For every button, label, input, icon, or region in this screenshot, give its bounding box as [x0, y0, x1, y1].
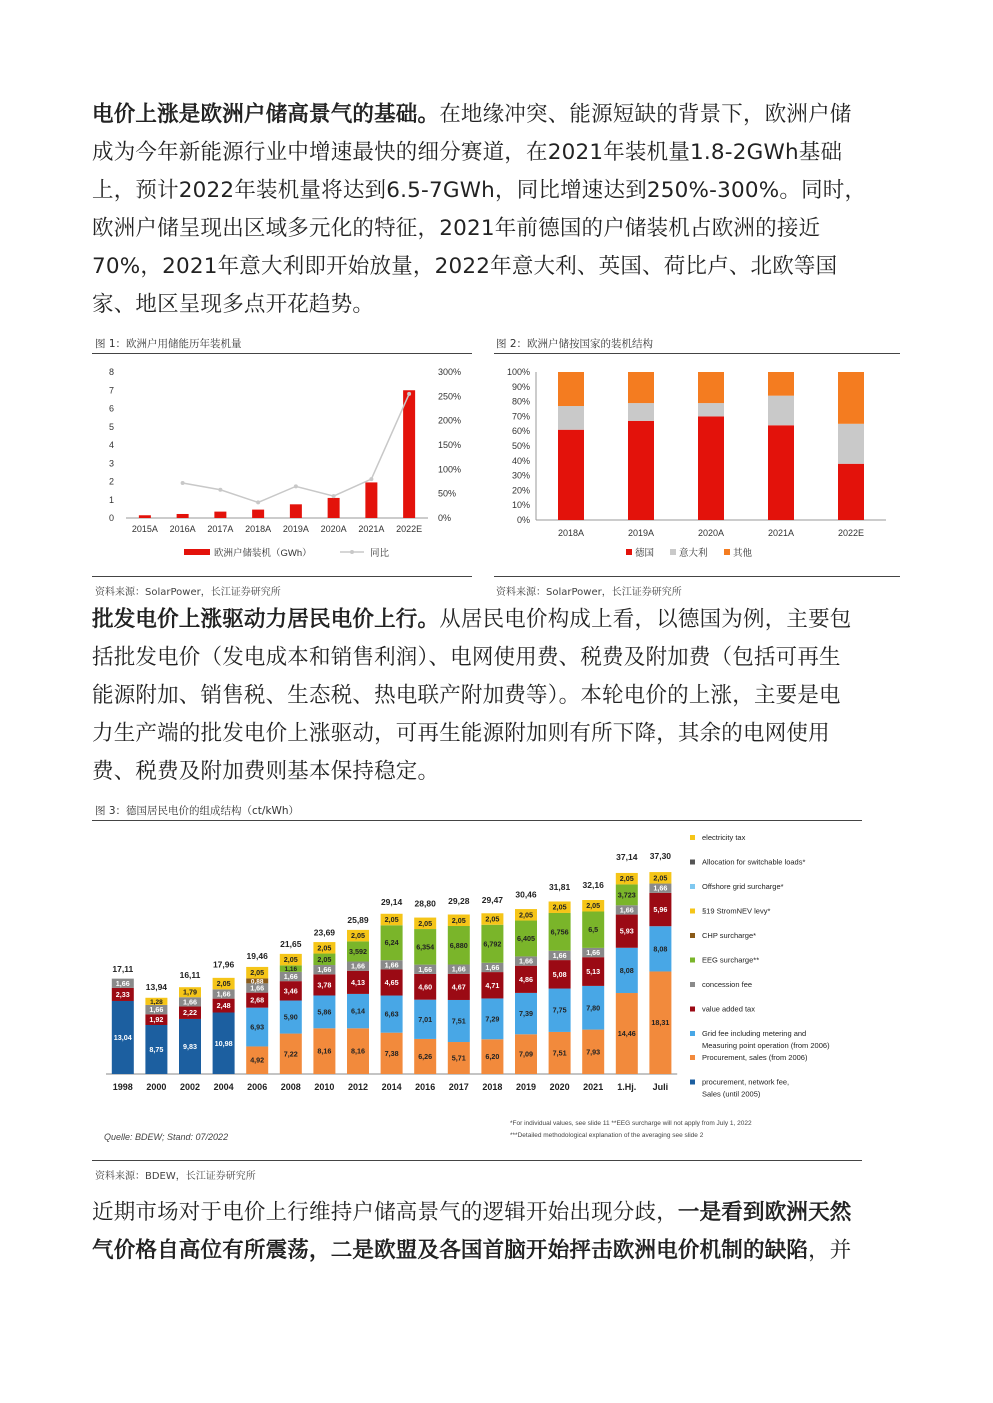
segment-label: 1,66 — [115, 978, 130, 988]
segment-label: 8,75 — [149, 1045, 164, 1054]
segment-label: 1,66 — [351, 961, 365, 971]
x-tick-label: 2020A — [320, 524, 347, 534]
x-tick-label: 2018A — [557, 528, 585, 538]
total-label: 16,11 — [179, 969, 201, 980]
y2-tick-label: 250% — [438, 391, 462, 402]
total-label: 13,94 — [145, 981, 168, 992]
segment-label: 5,71 — [451, 1053, 466, 1063]
stacked-bar-segment — [768, 425, 794, 520]
y2-tick-label: 0% — [438, 513, 452, 523]
segment-label: 5,93 — [619, 926, 634, 936]
segment-label: 5,08 — [552, 969, 567, 979]
segment-label: 1,66 — [619, 905, 634, 915]
legend-swatch — [690, 1031, 695, 1036]
segment-label: 3,592 — [349, 946, 367, 956]
legend-swatch — [690, 933, 695, 938]
x-tick-label: 2022E — [396, 524, 423, 534]
x-tick-label: 2016A — [169, 524, 196, 534]
figure-3-source: 资料来源：BDEW，长江证券研究所 — [95, 1171, 256, 1182]
segment-label: 1,92 — [149, 1015, 164, 1025]
legend-swatch — [690, 1055, 695, 1060]
y-tick-label: 0% — [516, 515, 530, 525]
paragraph-1-line: 上，预计2022年装机量将达到6.5-7GWh，同比增速达到250%-300%。同时， — [92, 178, 867, 203]
bar — [214, 512, 226, 518]
y-tick-label: 40% — [511, 455, 530, 466]
x-tick-label: 2006 — [247, 1082, 268, 1092]
segment-label: 6,354 — [416, 942, 435, 952]
segment-label: 7,09 — [519, 1049, 533, 1059]
x-tick-label: 2020A — [697, 528, 725, 538]
legend-swatch — [724, 549, 730, 555]
x-tick-label: Juli — [652, 1082, 669, 1092]
segment-label: 4,92 — [250, 1055, 265, 1065]
segment-label: 2,05 — [216, 979, 231, 989]
x-tick-label: 1998 — [112, 1082, 133, 1092]
bar — [365, 482, 377, 518]
figure-1-top-rule — [92, 353, 472, 354]
paragraph-3-bold: 气价格自高位有所震荡，二是欧盟及各国首脑开始抨击欧洲电价机制的缺陷 — [92, 1238, 809, 1263]
segment-label: 14,46 — [617, 1029, 636, 1039]
line-point — [256, 500, 260, 504]
legend-swatch — [670, 549, 676, 555]
legend-label: Allocation for switchable loads* — [702, 857, 806, 867]
segment-label: 2,22 — [183, 1008, 197, 1018]
x-tick-label: 2022E — [837, 528, 865, 538]
paragraph-2-line: 从居民电价构成上看，以德国为例，主要包 — [439, 607, 852, 632]
figure-3-chart — [92, 822, 862, 1152]
legend-label: electricity tax — [702, 833, 746, 842]
y-tick-label: 0 — [108, 513, 114, 523]
figure-2-title: 图 2：欧洲户储按国家的装机结构 — [496, 338, 654, 350]
figure-2-source: 资料来源：SolarPower，长江证券研究所 — [496, 587, 682, 598]
segment-label: 7,75 — [552, 1005, 567, 1015]
segment-label: 8,08 — [619, 965, 634, 975]
legend-swatch — [690, 982, 695, 987]
y2-tick-label: 300% — [438, 367, 462, 377]
stacked-bar-segment — [558, 406, 584, 430]
segment-label: 7,51 — [552, 1048, 567, 1058]
x-tick-label: 2019A — [282, 524, 309, 534]
y2-tick-label: 200% — [438, 415, 462, 426]
paragraph-2-line: 力生产端的批发电价上涨驱动，可再生能源附加则有所下降，其余的电网使用 — [92, 721, 830, 746]
segment-label: 1,66 — [552, 950, 567, 960]
legend-label: CHP surcharge* — [702, 931, 757, 940]
segment-label: 4,86 — [519, 974, 533, 984]
paragraph-1-line: 成为今年新能源行业中增速最快的细分赛道，在2021年装机量1.8-2GWh基础 — [92, 140, 843, 165]
legend-label: procurement, network fee, — [702, 1077, 790, 1087]
paragraph-1-line: 70%，2021年意大利即开始放量，2022年意大利、英国、荷比卢、北欧等国 — [92, 254, 838, 279]
segment-label: 6,14 — [351, 1006, 365, 1016]
legend-swatch — [690, 884, 695, 889]
legend-label: §19 StromNEV levy* — [702, 906, 771, 916]
x-tick-label: 2015A — [131, 524, 158, 534]
y-tick-label: 30% — [511, 470, 530, 481]
total-label: 30,46 — [515, 889, 537, 900]
segment-label: 6,880 — [449, 940, 468, 950]
y-tick-label: 1 — [108, 494, 114, 505]
total-label: 37,14 — [616, 852, 638, 863]
legend-label: 其他 — [733, 548, 753, 559]
x-tick-label: 2016 — [415, 1082, 436, 1092]
segment-label: 7,80 — [586, 1003, 601, 1013]
segment-label: 7,01 — [418, 1014, 433, 1024]
y-tick-label: 60% — [511, 426, 530, 437]
total-label: 29,14 — [380, 896, 403, 907]
segment-label: 4,71 — [485, 980, 500, 990]
total-label: 21,65 — [280, 938, 302, 949]
segment-label: 2,05 — [351, 931, 365, 941]
figure-1-chart — [92, 358, 472, 573]
paragraph-2-line: 能源附加、销售税、生态税、热电联产附加费等）。本轮电价的上涨，主要是电 — [92, 683, 841, 708]
legend-label: EEG surcharge** — [702, 955, 760, 965]
total-label: 25,89 — [347, 915, 369, 926]
figure-1-source: 资料来源：SolarPower，长江证券研究所 — [95, 587, 281, 598]
segment-label: 4,60 — [418, 982, 433, 992]
y-tick-label: 5 — [108, 421, 114, 432]
paragraph-1-line: 欧洲户储呈现出区域多元化的特征，2021年前德国的户储装机占欧洲的接近 — [92, 216, 821, 241]
x-tick-label: 2018A — [245, 524, 272, 534]
segment-label: 6,756 — [550, 927, 569, 937]
legend-label: Measuring point operation (from 2006) — [702, 1041, 830, 1050]
bar — [139, 515, 151, 518]
segment-label: 7,39 — [519, 1009, 533, 1019]
legend-swatch — [690, 1007, 695, 1012]
segment-label: 7,22 — [283, 1049, 298, 1059]
segment-label: 1,66 — [216, 989, 231, 999]
segment-label: 1,28 — [150, 998, 163, 1006]
y-tick-label: 70% — [511, 411, 530, 422]
x-tick-label: 2014 — [381, 1082, 402, 1092]
y-tick-label: 50% — [511, 441, 530, 451]
legend-marker — [350, 550, 354, 554]
x-tick-label: 2012 — [347, 1082, 369, 1092]
paragraph-3-text: ，并 — [808, 1238, 852, 1263]
stacked-bar-segment — [838, 464, 864, 520]
segment-label: 13,04 — [113, 1032, 132, 1042]
segment-label: 7,93 — [586, 1047, 601, 1057]
segment-label: 6,63 — [384, 1009, 399, 1019]
y-tick-label: 90% — [511, 381, 530, 392]
paragraph-1-line: 家、地区呈现多点开花趋势。 — [92, 292, 375, 317]
stacked-bar-segment — [768, 372, 794, 396]
segment-label: 2,48 — [216, 1001, 231, 1011]
segment-label: 2,05 — [283, 955, 298, 965]
segment-label: 1,66 — [384, 960, 399, 970]
legend-label: 同比 — [370, 548, 390, 559]
segment-label: 1,66 — [519, 956, 533, 966]
bar — [290, 504, 302, 518]
line-point — [407, 392, 411, 396]
segment-label: 2,05 — [552, 902, 567, 912]
figure-2-bottom-rule — [494, 576, 900, 577]
paragraph-3-bold: 一是看到欧洲天然 — [677, 1200, 852, 1225]
x-tick-label: 2021A — [767, 528, 795, 538]
paragraph-2 — [92, 601, 904, 791]
line-point — [218, 488, 222, 492]
total-label: 19,46 — [246, 951, 268, 962]
paragraph-3 — [92, 1194, 904, 1270]
paragraph-1 — [92, 96, 904, 324]
legend-label: 欧洲户储装机（GWh） — [214, 548, 312, 559]
segment-label: 6,405 — [517, 933, 535, 943]
stacked-bar-segment — [628, 403, 654, 421]
figure-2-chart — [494, 358, 900, 573]
y-tick-label: 3 — [108, 458, 114, 469]
legend-label: Grid fee including metering and — [702, 1029, 807, 1038]
legend-label: 德国 — [635, 548, 655, 559]
segment-label: 5,90 — [283, 1012, 298, 1022]
segment-label: 2,05 — [485, 914, 500, 924]
segment-label: 7,38 — [384, 1048, 399, 1058]
segment-label: 1,66 — [451, 964, 466, 974]
bar — [403, 390, 415, 518]
legend-swatch — [184, 549, 210, 555]
paragraph-1-line: 在地缘冲突、能源短缺的背景下，欧洲户储 — [439, 102, 852, 127]
segment-label: 2,05 — [619, 874, 634, 884]
total-label: 28,80 — [414, 898, 436, 909]
paragraph-1-lead: 电价上涨是欧洲户储高景气的基础。 — [92, 102, 440, 127]
stacked-bar-segment — [698, 403, 724, 416]
total-label: 17,96 — [212, 959, 235, 970]
segment-label: 8,16 — [317, 1046, 332, 1056]
figure-3-bottom-rule — [92, 1160, 862, 1161]
paragraph-2-lead: 批发电价上涨驱动力居民电价上行。 — [92, 607, 440, 632]
total-label: 17,11 — [112, 964, 134, 975]
legend-label: concession fee — [702, 980, 753, 989]
segment-label: 7,29 — [485, 1014, 500, 1024]
total-label: 37,30 — [649, 851, 672, 862]
line-point — [294, 484, 298, 488]
segment-label: 1,66 — [485, 962, 500, 972]
segment-label: 2,05 — [586, 901, 601, 911]
segment-label: 6,20 — [485, 1052, 500, 1062]
x-tick-label: 2017A — [207, 524, 234, 534]
legend-swatch — [690, 1080, 695, 1085]
segment-label: 4,13 — [351, 977, 365, 987]
figure-3-title: 图 3：德国居民电价的组成结构（ct/kWh） — [95, 805, 300, 817]
y-tick-label: 10% — [511, 500, 530, 511]
segment-label: 8,16 — [351, 1046, 365, 1056]
x-tick-label: 2017 — [448, 1082, 469, 1092]
segment-label: 1,16 — [284, 966, 298, 974]
y-tick-label: 6 — [108, 403, 114, 414]
paragraph-3-text: 近期市场对于电价上行维持户储高景气的逻辑开始出现分歧， — [92, 1200, 678, 1225]
segment-label: 2,05 — [451, 915, 466, 925]
x-tick-label: 2020 — [549, 1082, 570, 1092]
legend-swatch — [626, 549, 632, 555]
x-tick-label: 2019 — [515, 1082, 537, 1092]
segment-label: 6,93 — [250, 1022, 265, 1032]
x-tick-label: 2004 — [213, 1082, 234, 1092]
total-label: 29,47 — [481, 894, 504, 905]
stacked-bar-segment — [768, 396, 794, 426]
segment-label: 1,66 — [183, 997, 197, 1007]
segment-label: 6,26 — [418, 1051, 433, 1061]
x-tick-label: 2000 — [146, 1082, 167, 1092]
segment-label: 5,13 — [586, 967, 601, 977]
line-point — [369, 477, 373, 481]
stacked-bar-segment — [628, 421, 654, 520]
paragraph-2-line: 括批发电价（发电成本和销售利润）、电网使用费、税费及附加费（包括可再生 — [92, 645, 841, 670]
paragraph-2-line: 费、税费及附加费则基本保持稳定。 — [92, 759, 440, 784]
legend-label: Offshore grid surcharge* — [702, 882, 784, 891]
x-tick-label: 2010 — [314, 1082, 335, 1092]
segment-label: 3,46 — [283, 986, 298, 996]
segment-label: 6,5 — [588, 925, 599, 935]
segment-label: 8,08 — [653, 944, 668, 954]
total-label: 29,28 — [448, 896, 470, 907]
legend-swatch — [690, 835, 695, 840]
y-tick-label: 8 — [108, 367, 114, 377]
bar — [177, 514, 189, 518]
legend-swatch — [690, 958, 695, 963]
segment-label: 1,66 — [250, 983, 265, 993]
y-tick-label: 4 — [108, 440, 114, 450]
figure-3-footnote: *For individual values, see slide 11 **EEG surcharge will not apply from July 1, 2022 — [510, 1120, 752, 1127]
segment-label: 1,66 — [418, 964, 433, 974]
segment-label: 7,51 — [451, 1016, 466, 1026]
segment-label: 9,83 — [183, 1041, 197, 1051]
x-tick-label: 1.Hj. — [617, 1082, 637, 1092]
segment-label: 1,66 — [149, 1005, 164, 1015]
y-tick-label: 7 — [108, 385, 114, 396]
bar — [328, 498, 340, 518]
figure-3-footnote: ***Detailed methodological explanation of the averaging see slide 2 — [510, 1132, 704, 1139]
x-tick-label: 2018 — [482, 1082, 503, 1092]
y-tick-label: 80% — [511, 396, 530, 407]
y-tick-label: 2 — [108, 476, 114, 487]
segment-label: 1,66 — [653, 883, 668, 893]
stacked-bar-segment — [838, 424, 864, 464]
segment-label: 2,68 — [250, 995, 265, 1005]
x-tick-label: 2021 — [583, 1082, 604, 1092]
x-tick-label: 2008 — [280, 1082, 301, 1092]
legend-label: value added tax — [702, 1004, 755, 1014]
segment-label: 4,67 — [451, 982, 466, 992]
figure-2-top-rule — [494, 353, 900, 354]
total-label: 32,16 — [582, 879, 604, 890]
segment-label: 2,05 — [250, 968, 265, 978]
figure-3-top-rule — [92, 820, 862, 821]
legend-label: Sales (until 2005) — [702, 1089, 761, 1099]
segment-label: 6,792 — [483, 939, 502, 949]
segment-label: 2,05 — [653, 873, 668, 883]
total-label: 31,81 — [548, 881, 571, 892]
segment-label: 18,31 — [651, 1018, 670, 1028]
segment-label: 2,33 — [115, 989, 130, 999]
total-label: 23,69 — [313, 927, 336, 938]
segment-label: 1,79 — [183, 987, 197, 997]
bar — [252, 510, 264, 518]
stacked-bar-segment — [628, 372, 654, 403]
segment-label: 2,05 — [418, 918, 433, 928]
y-tick-label: 20% — [511, 485, 530, 496]
x-tick-label: 2019A — [627, 528, 655, 538]
segment-label: 4,65 — [384, 978, 399, 988]
segment-label: 3,723 — [617, 890, 636, 900]
stacked-bar-segment — [558, 430, 584, 520]
segment-label: 1,66 — [283, 972, 298, 982]
segment-label: 1,66 — [586, 948, 601, 958]
segment-label: 2,05 — [384, 915, 399, 925]
figure-1-title: 图 1：欧洲户用储能历年装机量 — [95, 338, 242, 350]
segment-label: 6,24 — [384, 938, 399, 948]
segment-label: 5,96 — [653, 905, 668, 915]
stacked-bar-segment — [558, 372, 584, 406]
legend-label: 意大利 — [679, 548, 708, 559]
stacked-bar-segment — [698, 372, 724, 403]
legend-swatch — [690, 909, 695, 914]
line-point — [181, 481, 185, 485]
segment-label: 3,78 — [317, 980, 332, 990]
segment-label: 2,05 — [317, 954, 332, 964]
y-tick-label: 100% — [506, 367, 530, 377]
y2-tick-label: 50% — [438, 488, 457, 499]
segment-label: 0,88 — [250, 978, 264, 986]
legend-swatch — [690, 860, 695, 865]
y2-tick-label: 100% — [438, 464, 462, 475]
segment-label: 5,86 — [317, 1007, 332, 1017]
figure-1-bottom-rule — [92, 576, 472, 577]
segment-label: 1,66 — [317, 965, 332, 975]
x-tick-label: 2002 — [179, 1082, 201, 1092]
stacked-bar-segment — [698, 416, 724, 520]
segment-label: 2,05 — [317, 943, 332, 953]
figure-3-quelle: Quelle: BDEW; Stand: 07/2022 — [104, 1132, 229, 1142]
legend-label: Procurement, sales (from 2006) — [702, 1053, 808, 1062]
segment-label: 10,98 — [214, 1038, 233, 1048]
line-point — [332, 494, 336, 498]
stacked-bar-segment — [838, 372, 864, 424]
segment-label: 2,05 — [519, 910, 533, 920]
x-tick-label: 2021A — [358, 524, 385, 534]
y2-tick-label: 150% — [438, 440, 462, 450]
